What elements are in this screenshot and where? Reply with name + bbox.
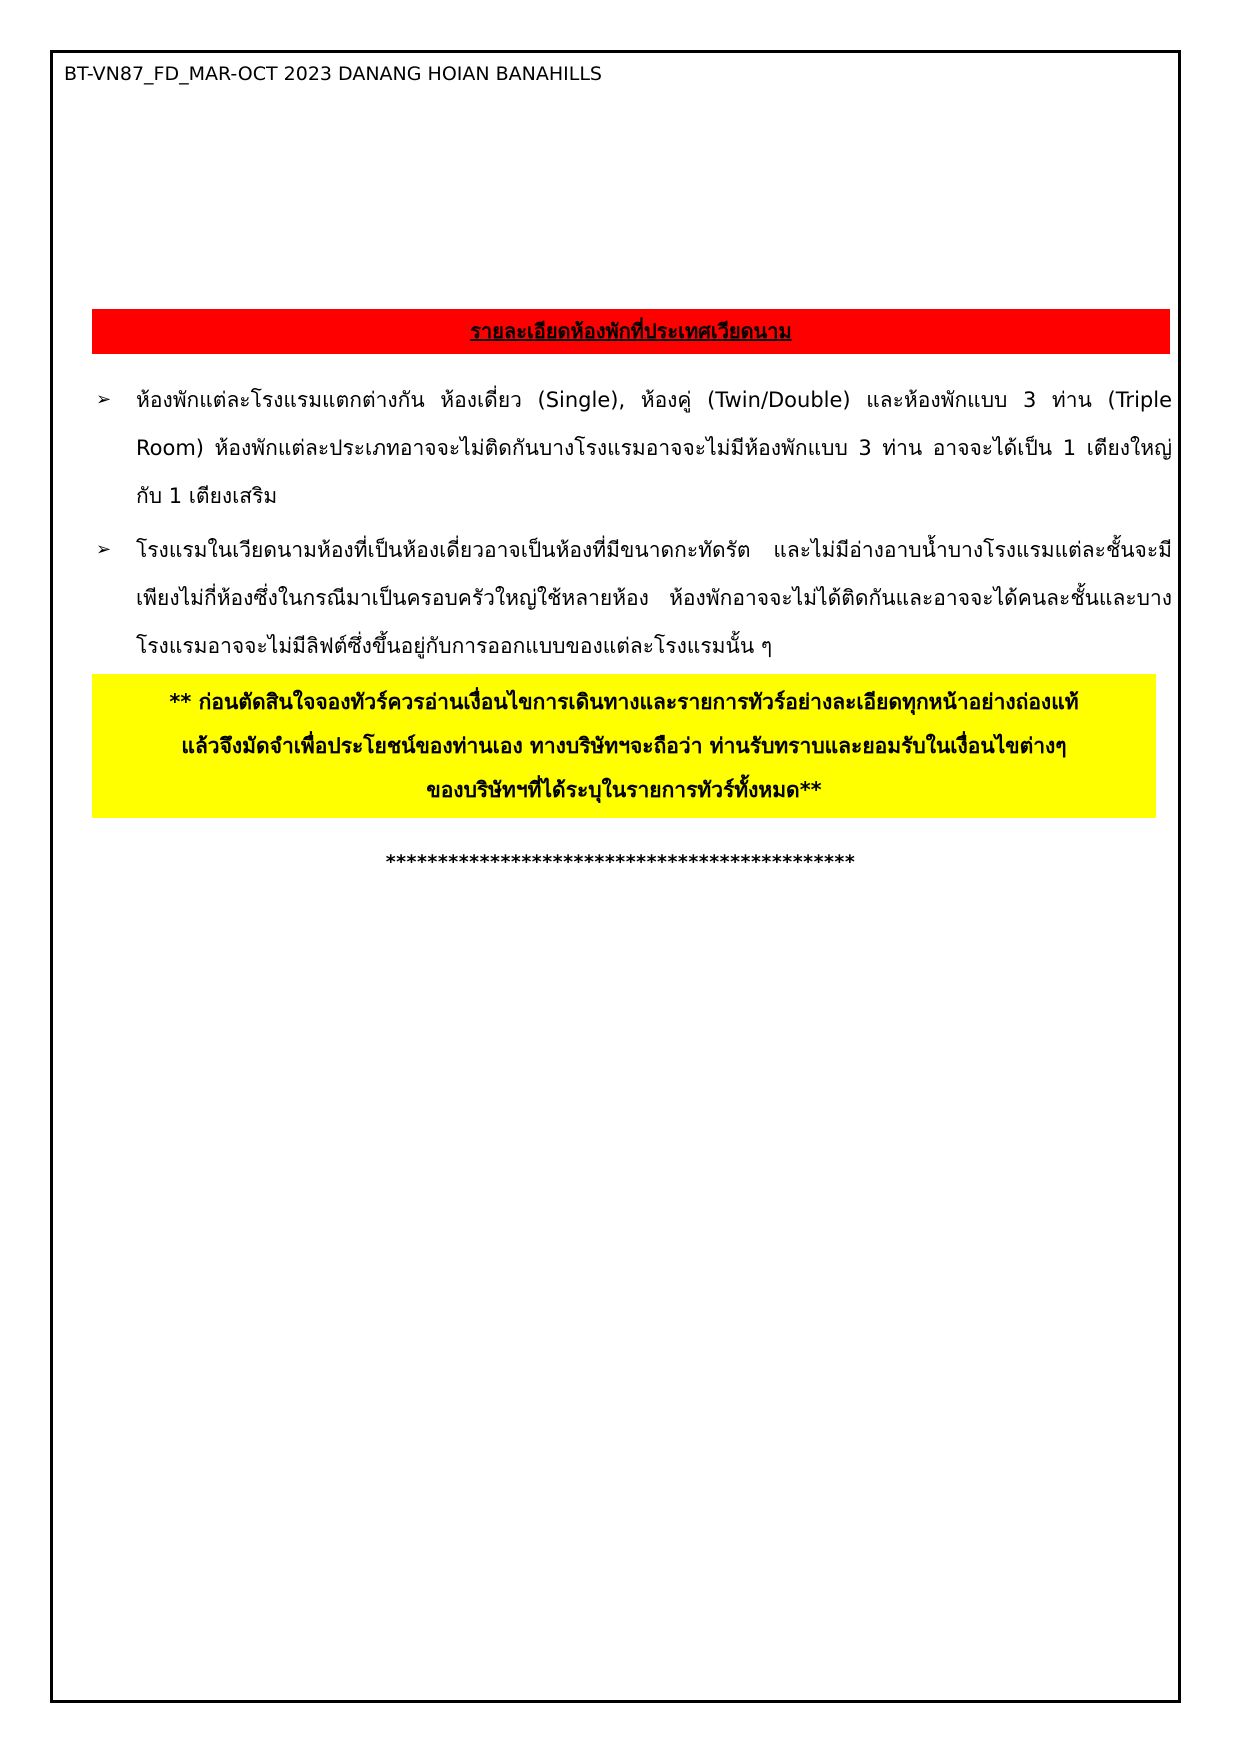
- list-item: [92, 526, 1172, 670]
- section-title: รายละเอียดห้องพักที่ประเทศเวียดนาม: [470, 319, 792, 343]
- list-item-text: ห้องพักแต่ละโรงแรมแตกต่างกัน ห้องเดี่ยว (Single), ห้องคู่ (Twin/Double) และห้องพักแบบ 3 ท่าน (Triple Room) ห้องพักแต่ละประเภทอาจจะไม่ติดกันบางโรงแรมอาจจะไม่มีห้องพักแบบ 3 ท่าน อาจจะได้เป็น 1 เตียงใหญ่กับ 1 เตียงเสริม: [136, 388, 1172, 508]
- star-divider: *********************************************: [385, 851, 856, 873]
- section-title-banner: [92, 309, 1170, 354]
- notice-line-1: ** ก่อนตัดสินใจจองทัวร์ควรอ่านเงื่อนไขการเดินทางและรายการทัวร์อย่างละเอียดทุกหน้าอย่างถ่องแท้: [169, 690, 1079, 714]
- arrowhead-bullet-icon: ➢: [96, 389, 112, 410]
- notice-line-2: แล้วจึงมัดจำเพื่อประโยชน์ของท่านเอง ทางบริษัทฯจะถือว่า ท่านรับทราบและยอมรับในเงื่อนไขต่างๆ: [181, 734, 1067, 758]
- document-code: BT-VN87_FD_MAR-OCT 2023 DANANG HOIAN BANAHILLS: [64, 63, 602, 85]
- list-item-text: โรงแรมในเวียดนามห้องที่เป็นห้องเดี่ยวอาจเป็นห้องที่มีขนาดกะทัดรัต และไม่มีอ่างอาบน้ำบางโรงแรมแต่ละชั้นจะมี เพียงไม่กี่ห้องซึ่งในกรณีมาเป็นครอบครัวใหญ่ใช้หลายห้อง ห้องพักอาจจะไม่ได้ติดกันและอาจจะได้คนละชั้นและบาง โรงแรมอาจจะไม่มีลิฟต์ซึ่งขึ้นอยู่กับการออกแบบของแต่ละโรงแรมนั้น ๆ: [136, 538, 1172, 658]
- notice-line-3: ของบริษัทฯที่ได้ระบุในรายการทัวร์ทั้งหมด**: [426, 778, 822, 802]
- arrowhead-bullet-icon: ➢: [96, 539, 112, 560]
- booking-notice: [92, 674, 1156, 818]
- room-info-list: [92, 376, 1172, 676]
- page-border: [50, 50, 1181, 1703]
- list-item: [92, 376, 1172, 520]
